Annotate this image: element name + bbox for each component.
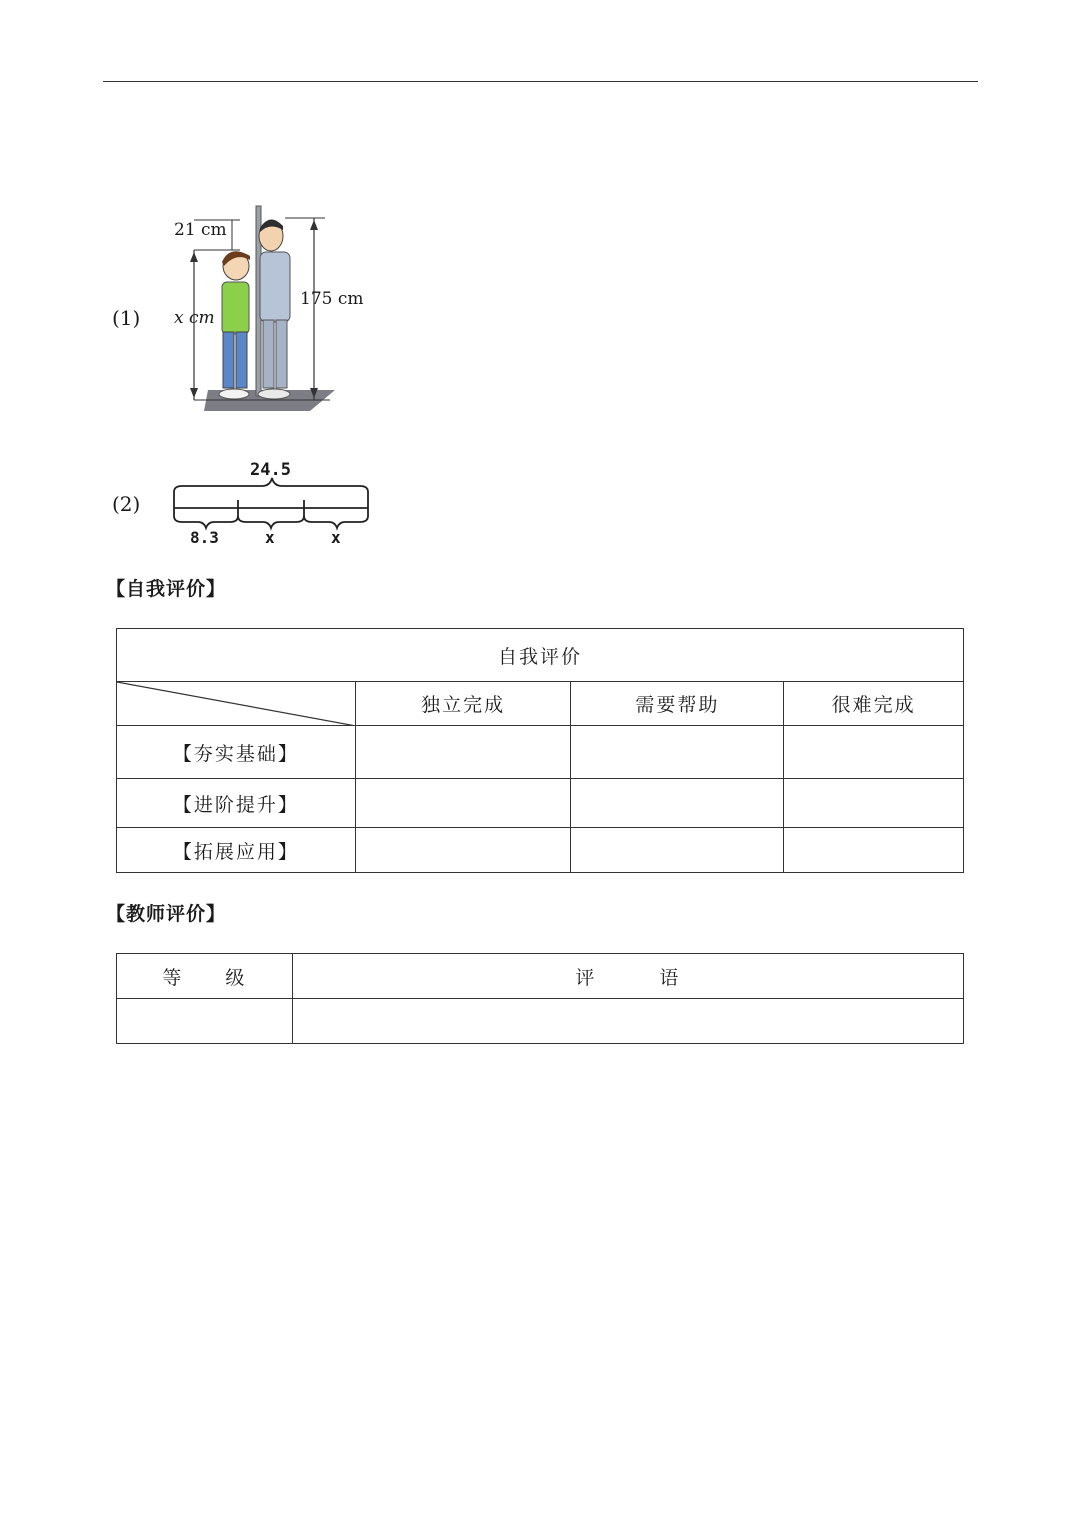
- cell-basic-difficult[interactable]: [784, 726, 964, 779]
- label-x-cm: x cm: [174, 308, 215, 328]
- row-advanced: 【进阶提升】: [117, 779, 356, 828]
- teacher-eval-heading: 【教师评价】: [106, 903, 227, 925]
- segment-diagram: [168, 458, 378, 550]
- label-175cm: 175 cm: [300, 289, 364, 309]
- cell-basic-independent[interactable]: [355, 726, 571, 779]
- col-grade: 等 级: [117, 954, 293, 999]
- problem-1-number: (1): [112, 306, 141, 330]
- col-independent: 独立完成: [355, 682, 571, 726]
- col-comment: 评 语: [292, 954, 963, 999]
- teacher-eval-table: [116, 953, 964, 1044]
- diagonal-line: [117, 682, 356, 726]
- cell-grade[interactable]: [117, 999, 293, 1044]
- cell-basic-need-help[interactable]: [571, 726, 784, 779]
- cell-extended-difficult[interactable]: [784, 828, 964, 873]
- cell-advanced-need-help[interactable]: [571, 779, 784, 828]
- label-21cm: 21 cm: [174, 220, 227, 240]
- diagonal-header-cell: [117, 682, 356, 726]
- cell-advanced-difficult[interactable]: [784, 779, 964, 828]
- cell-advanced-independent[interactable]: [355, 779, 571, 828]
- label-total: 24.5: [250, 460, 291, 480]
- cell-comment[interactable]: [292, 999, 963, 1044]
- col-need-help: 需要帮助: [571, 682, 784, 726]
- self-eval-table: [116, 628, 964, 873]
- self-eval-heading: 【自我评价】: [106, 578, 227, 600]
- label-x-part-1: x: [265, 528, 275, 547]
- height-figure: [170, 200, 370, 415]
- self-eval-table-title: 自我评价: [117, 629, 964, 682]
- header-rule: [103, 81, 978, 82]
- col-difficult: 很难完成: [784, 682, 964, 726]
- cell-extended-independent[interactable]: [355, 828, 571, 873]
- row-extended: 【拓展应用】: [117, 828, 356, 873]
- label-known-part: 8.3: [190, 528, 219, 547]
- problem-2-number: (2): [112, 492, 141, 516]
- row-basic: 【夯实基础】: [117, 726, 356, 779]
- cell-extended-need-help[interactable]: [571, 828, 784, 873]
- label-x-part-2: x: [331, 528, 341, 547]
